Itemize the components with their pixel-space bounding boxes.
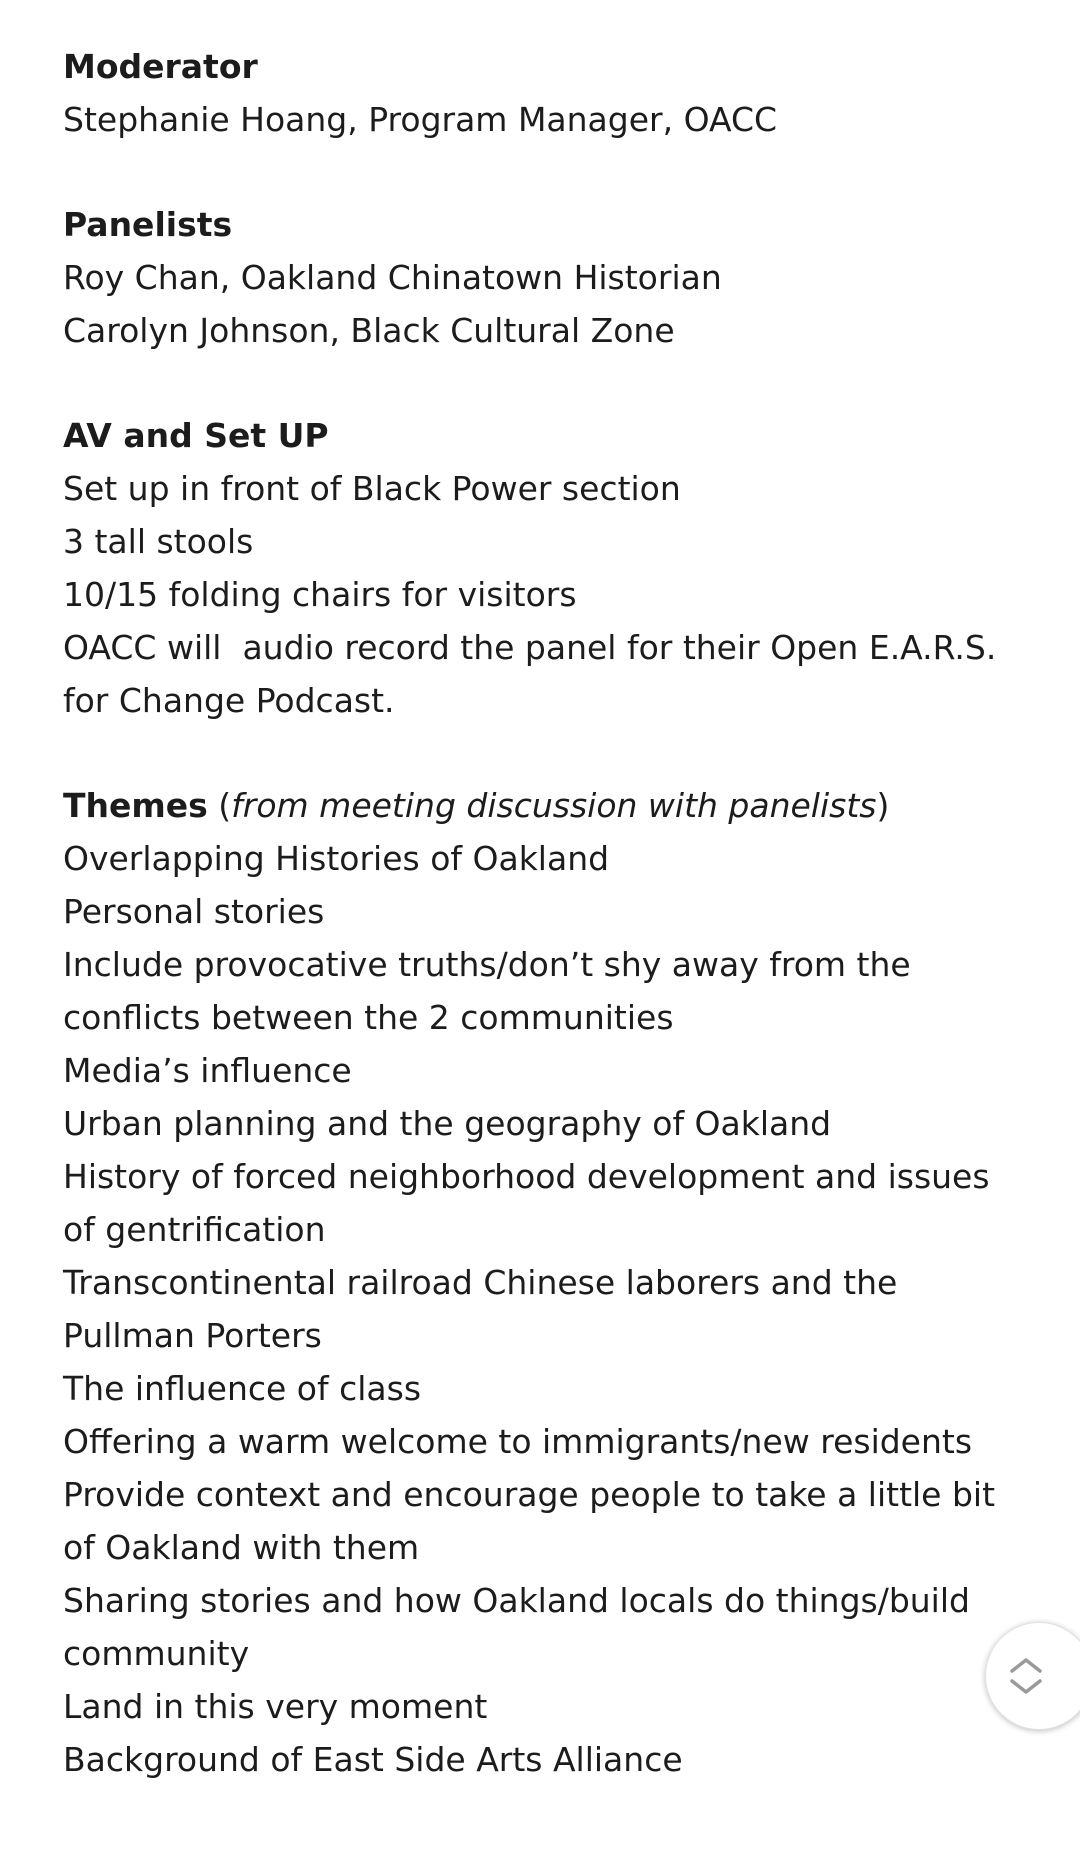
- text-line: for Change Podcast.: [63, 681, 395, 720]
- chevron-down-icon[interactable]: [1008, 1678, 1044, 1696]
- text-line: Set up in front of Black Power section: [63, 469, 681, 508]
- section-heading-panelists: Panelists: [63, 205, 233, 244]
- text-line: Carolyn Johnson, Black Cultural Zone: [63, 311, 675, 350]
- chevron-up-icon[interactable]: [1008, 1656, 1044, 1674]
- section-panelists: [63, 198, 1023, 357]
- text-line: of Oakland with them: [63, 1528, 420, 1567]
- heading-paren-open: (: [207, 786, 232, 825]
- section-heading-themes: [63, 779, 1023, 832]
- section-moderator: [63, 40, 1023, 146]
- text-line: community: [63, 1634, 250, 1673]
- text-line: Land in this very moment: [63, 1687, 488, 1726]
- text-line: Offering a warm welcome to immigrants/new residents: [63, 1422, 973, 1461]
- heading-paren-close: ): [876, 786, 890, 825]
- section-heading-moderator: Moderator: [63, 47, 258, 86]
- text-line: Personal stories: [63, 892, 325, 931]
- text-line: Transcontinental railroad Chinese laborers and the: [63, 1263, 898, 1302]
- heading-note: from meeting discussion with panelists: [231, 786, 877, 825]
- text-line: of gentrification: [63, 1210, 326, 1249]
- document-body: [63, 40, 1023, 1838]
- heading-text: Themes: [63, 786, 208, 825]
- section-heading-av-setup: AV and Set UP: [63, 416, 329, 455]
- text-line: Stephanie Hoang, Program Manager, OACC: [63, 100, 778, 139]
- text-line: conflicts between the 2 communities: [63, 998, 674, 1037]
- text-line: Pullman Porters: [63, 1316, 322, 1355]
- text-line: 10/15 folding chairs for visitors: [63, 575, 577, 614]
- text-line: Provide context and encourage people to take a little bit: [63, 1475, 996, 1514]
- text-line: OACC will audio record the panel for their Open E.A.R.S.: [63, 628, 997, 667]
- section-themes: [63, 779, 1023, 1786]
- text-line: Overlapping Histories of Oakland: [63, 839, 610, 878]
- text-line: Urban planning and the geography of Oakland: [63, 1104, 832, 1143]
- section-av-setup: [63, 409, 1023, 727]
- text-line: Background of East Side Arts Alliance: [63, 1740, 683, 1779]
- text-line: History of forced neighborhood development and issues: [63, 1157, 990, 1196]
- text-line: Include provocative truths/don’t shy away from the: [63, 945, 911, 984]
- text-line: Sharing stories and how Oakland locals do things/build: [63, 1581, 970, 1620]
- text-line: Roy Chan, Oakland Chinatown Historian: [63, 258, 722, 297]
- text-line: 3 tall stools: [63, 522, 254, 561]
- text-line: Media’s influence: [63, 1051, 352, 1090]
- text-line: The influence of class: [63, 1369, 422, 1408]
